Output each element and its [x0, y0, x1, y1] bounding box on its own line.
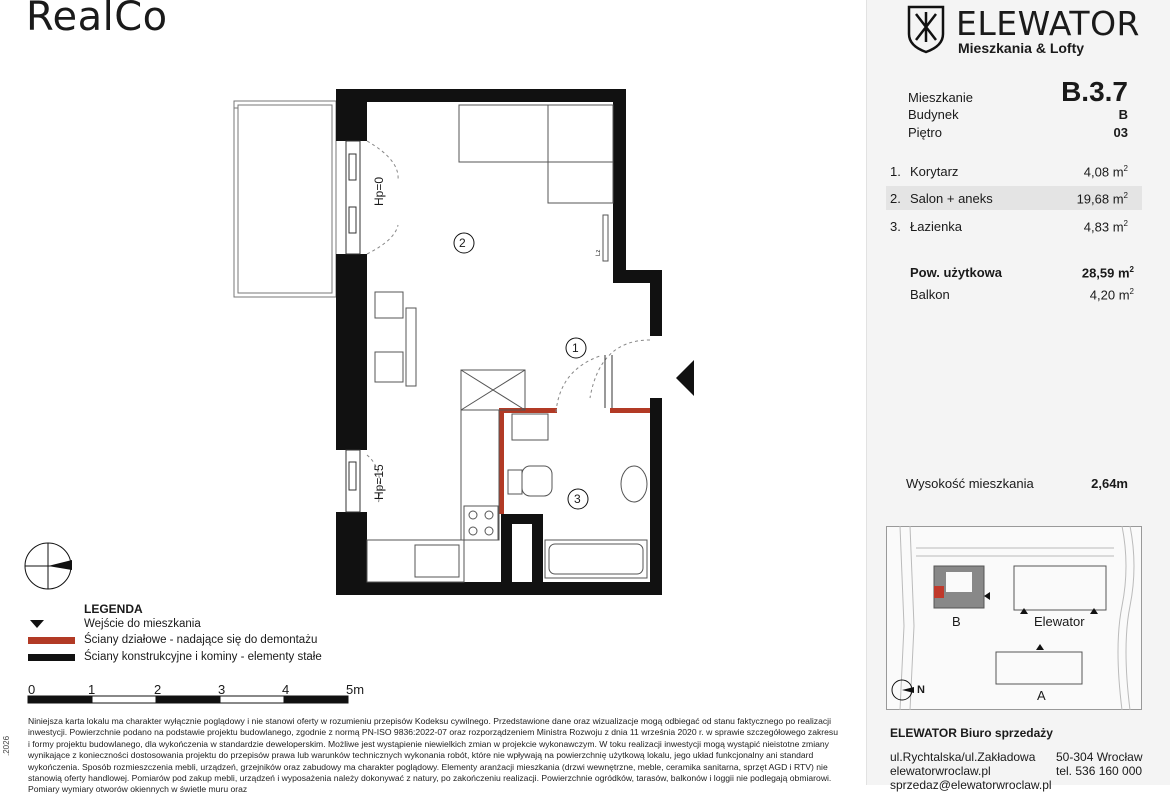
room-name: Salon + aneks — [910, 191, 993, 206]
scale-label-5: 5m — [346, 682, 365, 697]
logo-name: ELEWATOR — [956, 4, 1140, 43]
room-num: 3. — [890, 219, 901, 234]
disclaimer-text: Niniejsza karta lokalu ma charakter wyłącznie poglądowy i nie stanowi oferty w rozumieniu przepisów Kodeksu cywilnego. Przedstawione dane oraz wizualizacje mogą odbiegać od stanu faktycznego po realizacji inwestycji. Powierzchnie podano na podstawie projektu budowlanego, zgodnie z normą PN-ISO 9836:2022-07 oraz rozporządzeniem Ministra Rozwoju z dnia 11 września 2020 r. w sprawie szczegółowego zakresu i formy projektu budowlanego, dla wykończenia w standardzie deweloperskim. Możliwe jest wystąpienie niewielkich zmian w projekcie wykonawczym. W toku realizacji inwestycji mogą wystąpić nieistotne zmiany wynikające z konieczności dostosowania projektu do przepisów prawa lub warunków technicznych wykonania robót, które nie wpływają na powierzchnię użytkową lokalu, jego układ funkcjonalny ani standard wykończenia. Sposób rozmieszczenia mebli, urządzeń, grzejników oraz zabudowy ma charakter poglądowy. Elementy aranżacji mieszkania (drzwi wewnętrzne, meble, ceramika sanitarna, sprzęt AGD i RTV) nie stanowią oferty handlowej. Pomiarów pod zakup mebli, urządzeń i wyposażenia należy dokonywać z natury, po zakończeniu realizacji. Powierzchnie ogródków, tarasów, balkonów i loggii nie podlegają obmiarowi. Pomiary wymiary otworów okiennych w świetle muru oraz — [28, 716, 838, 795]
label-height: Wysokość mieszkania — [906, 476, 1034, 491]
label-apartment: Mieszkanie — [908, 90, 974, 105]
value-usable-area: 28,59 $m^2$ — [1081, 265, 1134, 281]
window-left-top — [346, 141, 360, 254]
date-vertical: .2026 — [2, 735, 11, 756]
sales-city: 50-304 Wrocław — [1056, 750, 1143, 764]
room-area: 4,83 $m^2$ — [1083, 219, 1128, 235]
window-label-top: Hp=0 — [372, 176, 386, 206]
logo-shield-icon — [906, 4, 946, 54]
scale-label-2: 2 — [154, 682, 162, 697]
room-area: 19,68 $m^2$ — [1076, 191, 1128, 207]
room-number-1: 1 — [572, 341, 579, 355]
sofa — [459, 105, 613, 203]
site-label-a: A — [1037, 688, 1046, 703]
room-row-corridor — [886, 159, 1142, 183]
scale-label-0: 0 — [28, 682, 36, 697]
brand-logo: RealCo — [26, 0, 168, 40]
scale-label-4: 4 — [282, 682, 290, 697]
legend-partition-walls: Ściany działowe - nadające się do demontażu — [84, 634, 318, 646]
label-usable-area: Pow. użytkowa — [910, 265, 1002, 280]
balcony — [234, 101, 336, 297]
sales-phone[interactable]: tel. 536 160 000 — [1056, 764, 1143, 778]
unit-code: B.3.7 — [1061, 76, 1128, 107]
site-label-b: B — [952, 614, 961, 629]
dining-table — [375, 292, 416, 386]
logo-subtitle: Mieszkania & Lofty — [958, 40, 1085, 56]
sales-email-link[interactable]: sprzedaz@elewatorwroclaw.pl — [890, 778, 1052, 792]
room-num: 1. — [890, 164, 901, 179]
entrance-marker — [676, 360, 694, 396]
window-label-bottom: Hp=15 — [372, 464, 386, 500]
value-building: B — [1118, 107, 1128, 122]
site-map — [886, 526, 1142, 710]
label-floor: Piętro — [908, 125, 942, 140]
value-height: 2,64m — [1091, 476, 1128, 491]
room-area: 4,08 $m^2$ — [1083, 164, 1128, 180]
window-left-bottom — [346, 450, 360, 512]
value-balcony: 4,20 $m^2$ — [1089, 287, 1134, 303]
label-balcony: Balkon — [910, 287, 950, 302]
site-label-elewator: Elewator — [1034, 614, 1085, 629]
value-floor: 03 — [1113, 125, 1128, 140]
scale-bar — [28, 696, 348, 703]
room-number-2: 2 — [459, 236, 466, 250]
room-name: Korytarz — [910, 164, 959, 179]
scale-label-1: 1 — [88, 682, 96, 697]
legend-entrance: Wejście do mieszkania — [84, 618, 201, 630]
legend-structural-walls: Ściany konstrukcyjne i kominy - elementy stałe — [84, 651, 322, 663]
sales-web-link[interactable]: elewatorwroclaw.pl — [890, 764, 991, 778]
scale-label-3: 3 — [218, 682, 226, 697]
room-number-3: 3 — [574, 492, 581, 506]
fridge-label: Lz — [596, 249, 602, 256]
label-building: Budynek — [908, 107, 959, 122]
sales-address: ul.Rychtalska/ul.Zakładowa — [890, 750, 1036, 764]
room-row-bathroom — [886, 214, 1142, 238]
legend-title: LEGENDA — [84, 602, 143, 616]
site-label-north: N — [917, 684, 925, 696]
sales-title: ELEWATOR Biuro sprzedaży — [890, 726, 1053, 740]
room-row-living — [886, 186, 1142, 210]
room-name: Łazienka — [910, 219, 963, 234]
room-num: 2. — [890, 191, 901, 206]
shaft — [512, 524, 532, 582]
